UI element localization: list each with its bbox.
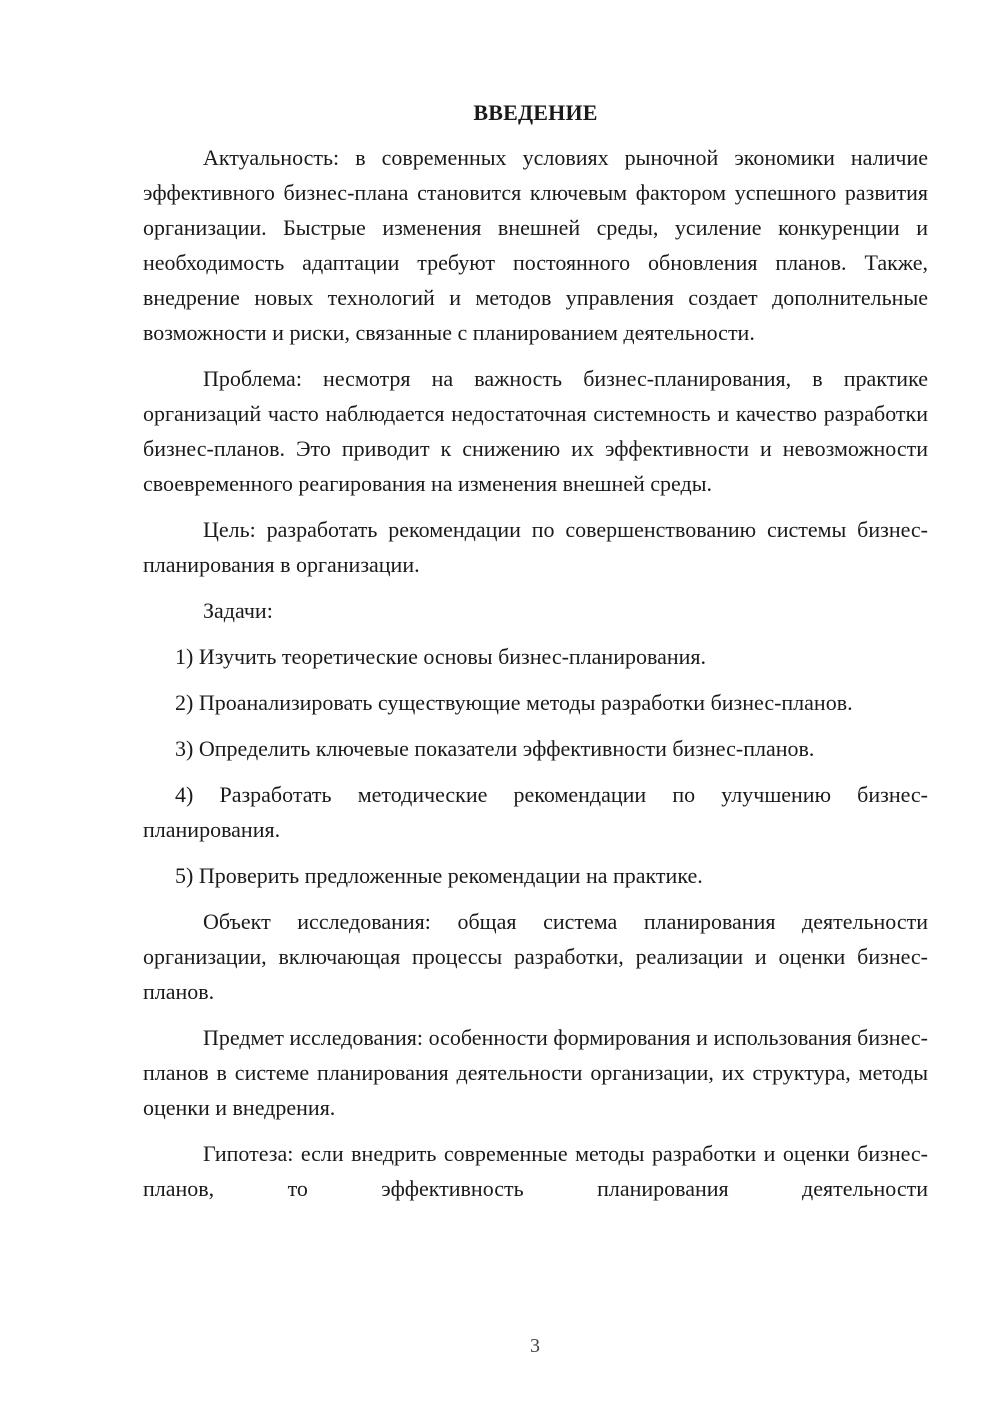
task-item: 5) Проверить предложенные рекомендации на практике. bbox=[175, 863, 703, 888]
page-number: 3 bbox=[530, 1335, 540, 1357]
paragraph-relevance: Актуальность: в современных условиях рыночной экономики наличие эффективного бизнес-плана становится ключевым фактором успешного развития организации. Быстрые изменения внешней среды, усиление конкуренции и необходимость адаптации требуют постоянного обновления планов. Также, внедрение новых технологий и методов управления создает дополнительные возможности и риски, связанные с планированием деятельности. bbox=[143, 145, 928, 345]
task-item: 4) Разработать методические рекомендации по улучшению бизнес-планирования. bbox=[143, 782, 928, 842]
task-item: 1) Изучить теоретические основы бизнес-планирования. bbox=[175, 644, 707, 669]
paragraph-goal: Цель: разработать рекомендации по совершенствованию системы бизнес-планирования в организации. bbox=[143, 517, 928, 577]
paragraph-hypothesis: Гипотеза: если внедрить современные методы разработки и оценки бизнес-планов, то эффективность планирования деятельности bbox=[143, 1141, 928, 1201]
task-item: 3) Определить ключевые показатели эффективности бизнес-планов. bbox=[175, 736, 815, 761]
tasks-heading: Задачи: bbox=[203, 598, 273, 623]
page-content bbox=[143, 95, 928, 1217]
task-item: 2) Проанализировать существующие методы разработки бизнес-планов. bbox=[175, 690, 853, 715]
paragraph-object: Объект исследования: общая система планирования деятельности организации, включающая процессы разработки, реализации и оценки бизнес-планов. bbox=[143, 909, 928, 1004]
paragraph-subject: Предмет исследования: особенности формирования и использования бизнес-планов в системе планирования деятельности организации, их структура, методы оценки и внедрения. bbox=[143, 1025, 928, 1120]
paragraph-problem: Проблема: несмотря на важность бизнес-планирования, в практике организаций часто наблюдается недостаточная системность и качество разработки бизнес-планов. Это приводит к снижению их эффективности и невозможности своевременного реагирования на изменения внешней среды. bbox=[143, 366, 928, 496]
section-title: ВВЕДЕНИЕ bbox=[473, 100, 598, 125]
